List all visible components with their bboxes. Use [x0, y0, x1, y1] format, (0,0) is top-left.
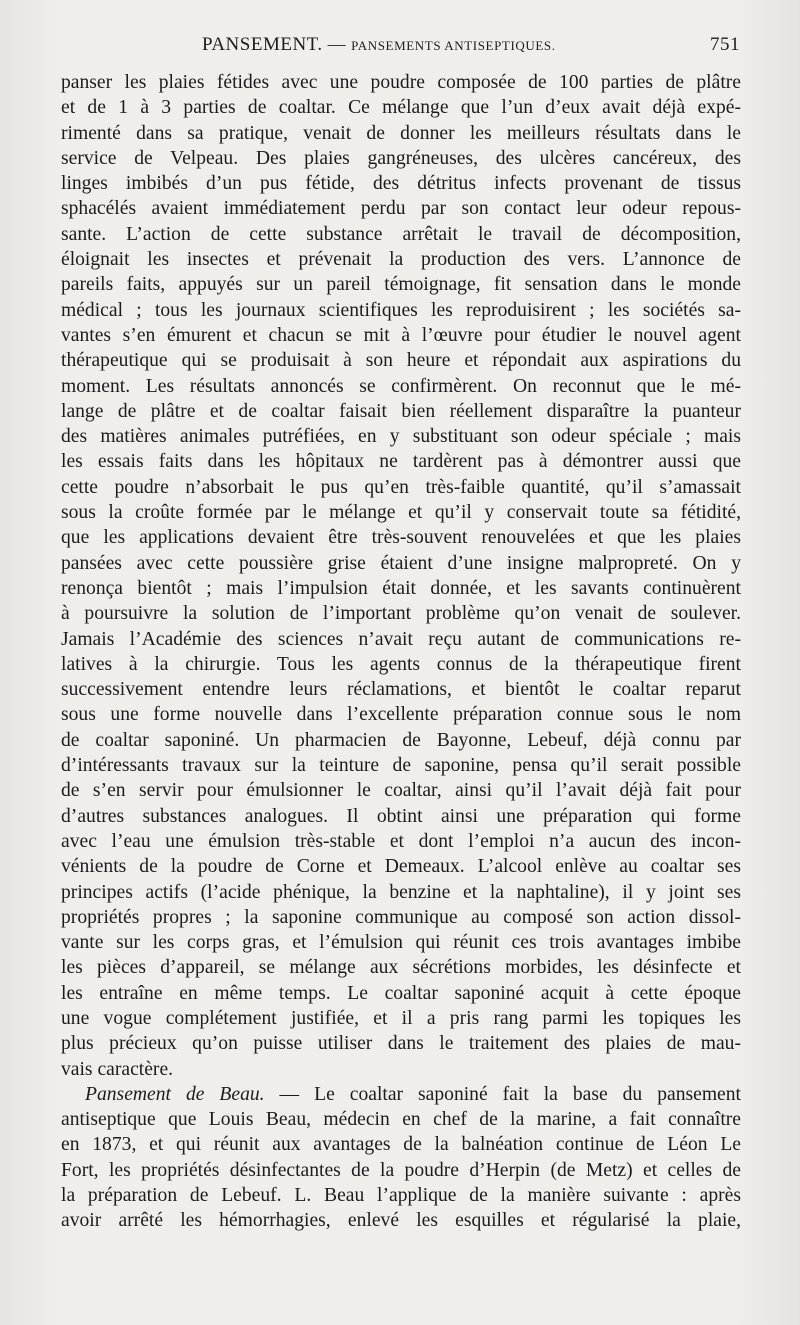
text-line: en 1873, et qui réunit aux avantages de la balnéation continue de Léon Le — [61, 1134, 741, 1156]
text-line: les essais faits dans les hôpitaux ne tardèrent pas à démontrer aussi que — [61, 451, 741, 473]
text-line: et de 1 à 3 parties de coaltar. Ce mélange que l’un d’eux avait déjà expé- — [61, 97, 741, 119]
running-title-dash: — — [327, 34, 347, 54]
page-number: 751 — [710, 34, 740, 55]
text-line: de coaltar saponiné. Un pharmacien de Bayonne, Lebeuf, déjà connu par — [61, 729, 741, 751]
running-title-main: PANSEMENT. — [202, 34, 323, 55]
text-line: service de Velpeau. Des plaies gangréneuses, des ulcères cancéreux, des — [61, 147, 741, 169]
text-line: latives à la chirurgie. Tous les agents connus de la thérapeutique firent — [61, 653, 741, 675]
text-line: Fort, les propriétés désinfectantes de la poudre d’Herpin (de Metz) et celles de — [61, 1159, 741, 1181]
text-line: pansées avec cette poussière grise étaient d’une insigne malpropreté. On y — [61, 552, 741, 574]
text-line: sante. L’action de cette substance arrêtait le travail de décomposition, — [61, 223, 741, 245]
text-line: que les applications devaient être très-souvent renouvelées et que les plaies — [61, 527, 741, 549]
paragraph-coaltar-history — [61, 70, 741, 1082]
text-line: sous la croûte formée par le mélange et qu’il y conservait toute sa fétidité, — [61, 502, 741, 524]
text-line: des matières animales putréfiées, en y substituant son odeur spéciale ; mais — [61, 426, 741, 448]
text-line: renonça bientôt ; mais l’impulsion était donnée, et les savants continuèrent — [61, 577, 741, 599]
text-line: avoir arrêté les hémorrhagies, enlevé les esquilles et régularisé la plaie, — [61, 1210, 741, 1232]
text-line: propriétés propres ; la saponine communique au composé son action dissol- — [61, 906, 741, 928]
paragraph-first-line — [61, 1082, 741, 1107]
text-line: vantes s’en émurent et chacun se mit à l’œuvre pour étudier le nouvel agent — [61, 324, 741, 346]
paragraph-pansement-de-beau — [61, 1082, 741, 1234]
text-line: linges imbibés d’un pus fétide, des détritus infects provenant de tissus — [61, 173, 741, 195]
text-line: vénients de la poudre de Corne et Demeaux. L’alcool enlève au coaltar ses — [61, 856, 741, 878]
text-line: médical ; tous les journaux scientifiques les reproduisirent ; les sociétés sa- — [61, 299, 741, 321]
text-line: à poursuivre la solution de l’important problème qu’on venait de soulever. — [61, 603, 741, 625]
text-line: d’autres substances analogues. Il obtint ainsi une préparation qui forme — [61, 805, 741, 827]
text-line: cette poudre n’absorbait le pus qu’en très-faible quantité, qu’il s’amassait — [61, 476, 741, 498]
text-line: vais caractère. — [61, 1058, 174, 1080]
text-line: panser les plaies fétides avec une poudre composée de 100 parties de plâtre — [61, 72, 741, 93]
text-line: avec l’eau une émulsion très-stable et dont l’emploi n’a aucun des incon- — [61, 830, 741, 852]
section-lead-title: Pansement de Beau. — [85, 1083, 265, 1105]
text-line: d’intéressants travaux sur la teinture de saponine, pensa qu’il serait possible — [61, 755, 741, 777]
text-line: pareils faits, appuyés sur un pareil témoignage, fit sensation dans le monde — [61, 274, 741, 296]
text-line: plus précieux qu’on puisse utiliser dans le traitement des plaies de mau- — [61, 1033, 741, 1055]
text-line: antiseptique que Louis Beau, médecin en chef de la marine, a fait connaître — [61, 1109, 741, 1131]
text-line: sous une forme nouvelle dans l’excellente préparation connue sous le nom — [61, 704, 741, 726]
text-line: sphacélés avaient immédiatement perdu par son contact leur odeur repous- — [61, 198, 741, 220]
running-title-sub: PANSEMENTS ANTISEPTIQUES. — [351, 38, 556, 53]
text-line: successivement entendre leurs réclamations, et bientôt le coaltar reparut — [61, 679, 741, 701]
text-line: une vogue complétement justifiée, et il a pris rang parmi les topiques les — [61, 1007, 741, 1029]
text-line: moment. Les résultats annoncés se confirmèrent. On reconnut que le mé- — [61, 375, 741, 397]
text-line: les entraîne en même temps. Le coaltar saponiné acquit à cette époque — [61, 982, 741, 1004]
text-line: vante sur les corps gras, et l’émulsion qui réunit ces trois avantages imbibe — [61, 932, 741, 954]
text-line: de s’en servir pour émulsionner le coaltar, ainsi qu’il l’avait déjà fait pour — [61, 780, 741, 802]
paragraph-first-line-rest: — Le coaltar saponiné fait la base du pansement — [264, 1083, 741, 1105]
text-line: rimenté dans sa pratique, venait de donner les meilleurs résultats dans le — [61, 122, 741, 144]
text-line: Jamais l’Académie des sciences n’avait reçu autant de communications re- — [61, 628, 741, 650]
text-line: les pièces d’appareil, se mélange aux sécrétions morbides, les désinfecte et — [61, 957, 741, 979]
text-line: la préparation de Lebeuf. L. Beau l’applique de la manière suivante : après — [61, 1185, 741, 1207]
text-line: principes actifs (l’acide phénique, la benzine et la naphtaline), il y joint ses — [61, 881, 741, 903]
text-line: lange de plâtre et de coaltar faisait bien réellement disparaître la puanteur — [61, 400, 741, 422]
running-header — [60, 34, 740, 58]
text-line: éloignait les insectes et prévenait la production des vers. L’annonce de — [61, 249, 741, 271]
running-title — [202, 34, 556, 56]
body-text — [61, 70, 741, 1234]
text-line: thérapeutique qui se produisait à son heure et répondait aux aspirations du — [61, 350, 741, 372]
